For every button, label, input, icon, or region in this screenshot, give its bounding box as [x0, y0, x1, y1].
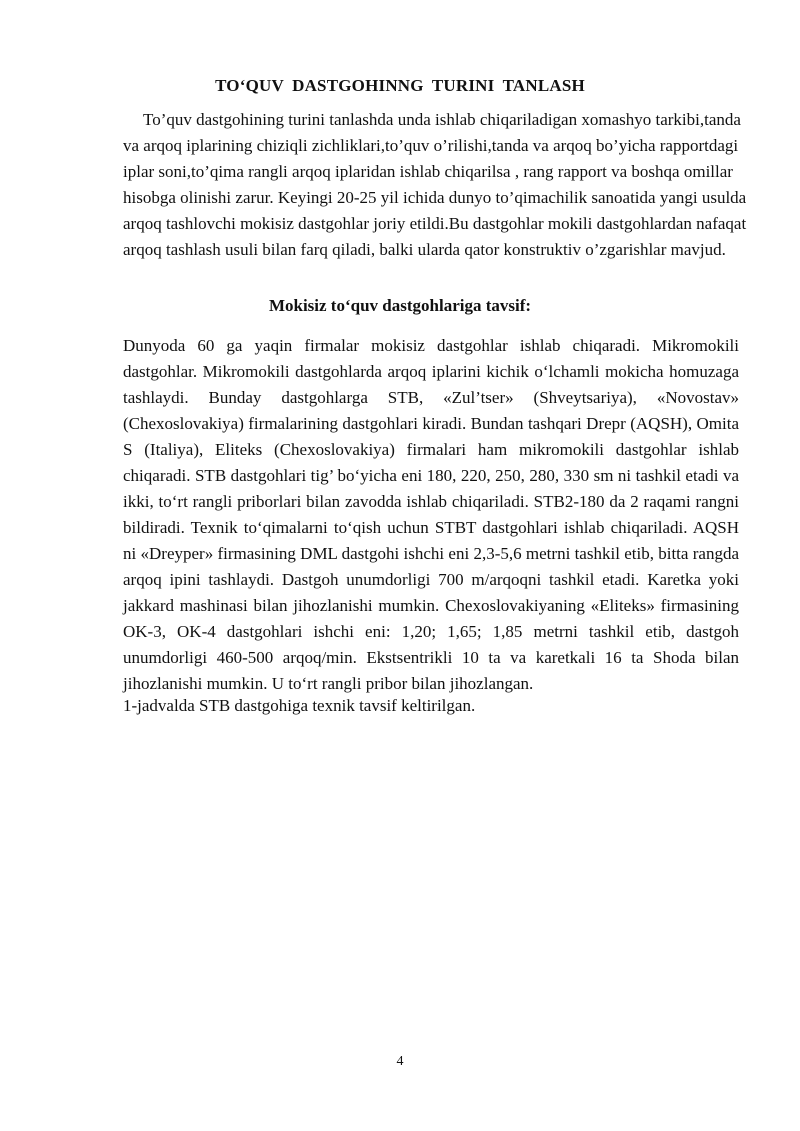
page-number: 4: [396, 1054, 404, 1069]
body-paragraph: Dunyoda 60 ga yaqin firmalar mokisiz dastgohlar ishlab chiqaradi. Mikromokili dastgohlar. Mikromokili dastgohlarda arqoq iplarini kichik o‘lchamli mokicha homuzaga tashlaydi. Bunday dastgohlarga STB, «Zul’tser» (Shveytsariya), «Novostav» (Chexoslovakiya) firmalarining dastgohlari kiradi. Bundan tashqari Drepr (AQSH), Omita S (Italiya), Eliteks (Chexoslovakiya) firmalari ham mikromokili dastgohlar ishlab chiqaradi. STB dastgohlari tig’ bo‘yicha eni 180, 220, 250, 280, 330 sm ni tashkil etadi va ikki, to‘rt rangli priborlari bilan zavodda ishlab chiqariladi. STB2-180 da 2 raqami rangni bildiradi. Texnik to‘qimalarni to‘qish uchun STBT dastgohlari ishlab chiqariladi. AQSH ni «Dreyper» firmasining DML dastgohi ishchi eni 2,3-5,6 metrni tashkil etib, bitta rangda arqoq ipini tashlaydi. Dastgoh unumdorligi 700 m/arqoqni tashkil etadi. Karetka yoki jakkard mashinasi bilan jihozlanishi mumkin. Chexoslovakiyaning «Eliteks» firmasining OK-3, OK-4 dastgohlari ishchi eni: 1,20; 1,65; 1,85 metrni tashkil etib, dastgoh unumdorligi 460-500 arqoq/min. Ekstsentrikli 10 ta va karetkali 16 ta Shoda bilan jihozlanishi mumkin. U to‘rt rangli pribor bilan jihozlangan.: [123, 336, 739, 693]
section-subtitle: Mokisiz to‘quv dastgohlariga tavsif:: [268, 296, 532, 315]
intro-paragraph: To’quv dastgohining turini tanlashda unda ishlab chiqariladigan xomashyo tarkibi,tanda va arqoq iplarining chiziqli zichliklari,to’quv o’rilishi,tanda va arqoq bo’yicha rapportdagi iplar soni,to’qima rangli arqoq iplaridan ishlab chiqarilsa , rang rapport va boshqa omillar hisobga olinishi zarur. Keyingi 20-25 yil ichida dunyo to’qimachilik sanoatida yangi usulda arqoq tashlovchi mokisiz dastgohlar joriy etildi.Bu dastgohlar mokili dastgohlardan nafaqat arqoq tashlash usuli bilan farq qiladi, balki ularda qator konstruktiv o’zgarishlar mavjud.: [123, 110, 747, 259]
page-title: TO‘QUV DASTGOHINNG TURINI TANLASH: [215, 76, 585, 95]
closing-paragraph: 1-jadvalda STB dastgohiga texnik tavsif keltirilgan.: [123, 696, 476, 715]
intro-paragraph-block: [123, 107, 755, 263]
